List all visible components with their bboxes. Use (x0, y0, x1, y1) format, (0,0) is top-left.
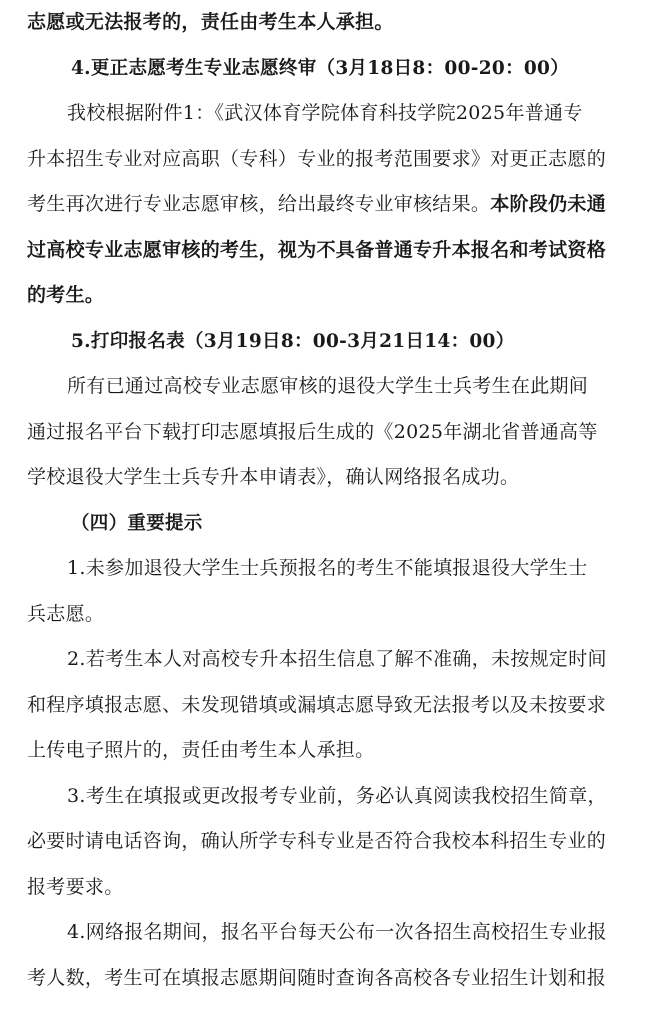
body-line: 2.若考生本人对高校专升本招生信息了解不准确，未按规定时间 (67, 648, 607, 670)
body-line: 所有已通过高校专业志愿审核的退役大学生士兵考生在此期间 (67, 375, 589, 397)
body-line: 考人数，考生可在填报志愿期间随时查询各高校各专业招生计划和报 (27, 966, 607, 989)
body-line: 学校退役大学生士兵专升本申请表》，确认网络报名成功。 (27, 466, 520, 488)
body-line: 升本招生专业对应高职（专科）专业的报考范围要求》对更正志愿的 (27, 147, 607, 170)
body-line: 我校根据附件1：《武汉体育学院体育科技学院2025年普通专 (67, 102, 583, 124)
section-heading: （四）重要提示 (71, 512, 203, 534)
emphasis-line: 过高校专业志愿审核的考生，视为不具备普通专升本报名和考试资格 (27, 238, 607, 261)
body-line: 4.网络报名期间，报名平台每天公布一次各招生高校招生专业报 (67, 921, 607, 943)
body-line: 通过报名平台下载打印志愿填报后生成的《2025年湖北省普通高等 (27, 420, 598, 443)
body-line: 报考要求。 (27, 875, 124, 898)
body-line (27, 182, 631, 228)
body-line: 1.未参加退役大学生士兵预报名的考生不能填报退役大学生士 (67, 557, 588, 579)
emphasis-text: 本阶段仍未通 (490, 193, 607, 215)
body-line: 兵志愿。 (27, 602, 105, 625)
body-line: 上传电子照片的，责任由考生本人承担。 (27, 739, 375, 761)
emphasis-line: 的考生。 (27, 284, 105, 306)
body-line: 志愿或无法报考的，责任由考生本人承担。 (27, 11, 394, 33)
section-heading: 5.打印报名表（3月19日8：00-3月21日14：00） (71, 330, 515, 352)
body-text: 考生再次进行专业志愿审核，给出最终专业审核结果。 (27, 193, 491, 215)
body-line: 3.考生在填报或更改报考专业前，务必认真阅读我校招生简章， (67, 784, 607, 807)
section-heading: 4.更正志愿考生专业志愿终审（3月18日8：00-20：00） (71, 57, 570, 79)
body-line: 和程序填报志愿、未发现错填或漏填志愿导致无法报考以及未按要求 (27, 693, 607, 716)
body-line: 必要时请电话咨询，确认所学专科专业是否符合我校本科招生专业的 (27, 830, 607, 852)
